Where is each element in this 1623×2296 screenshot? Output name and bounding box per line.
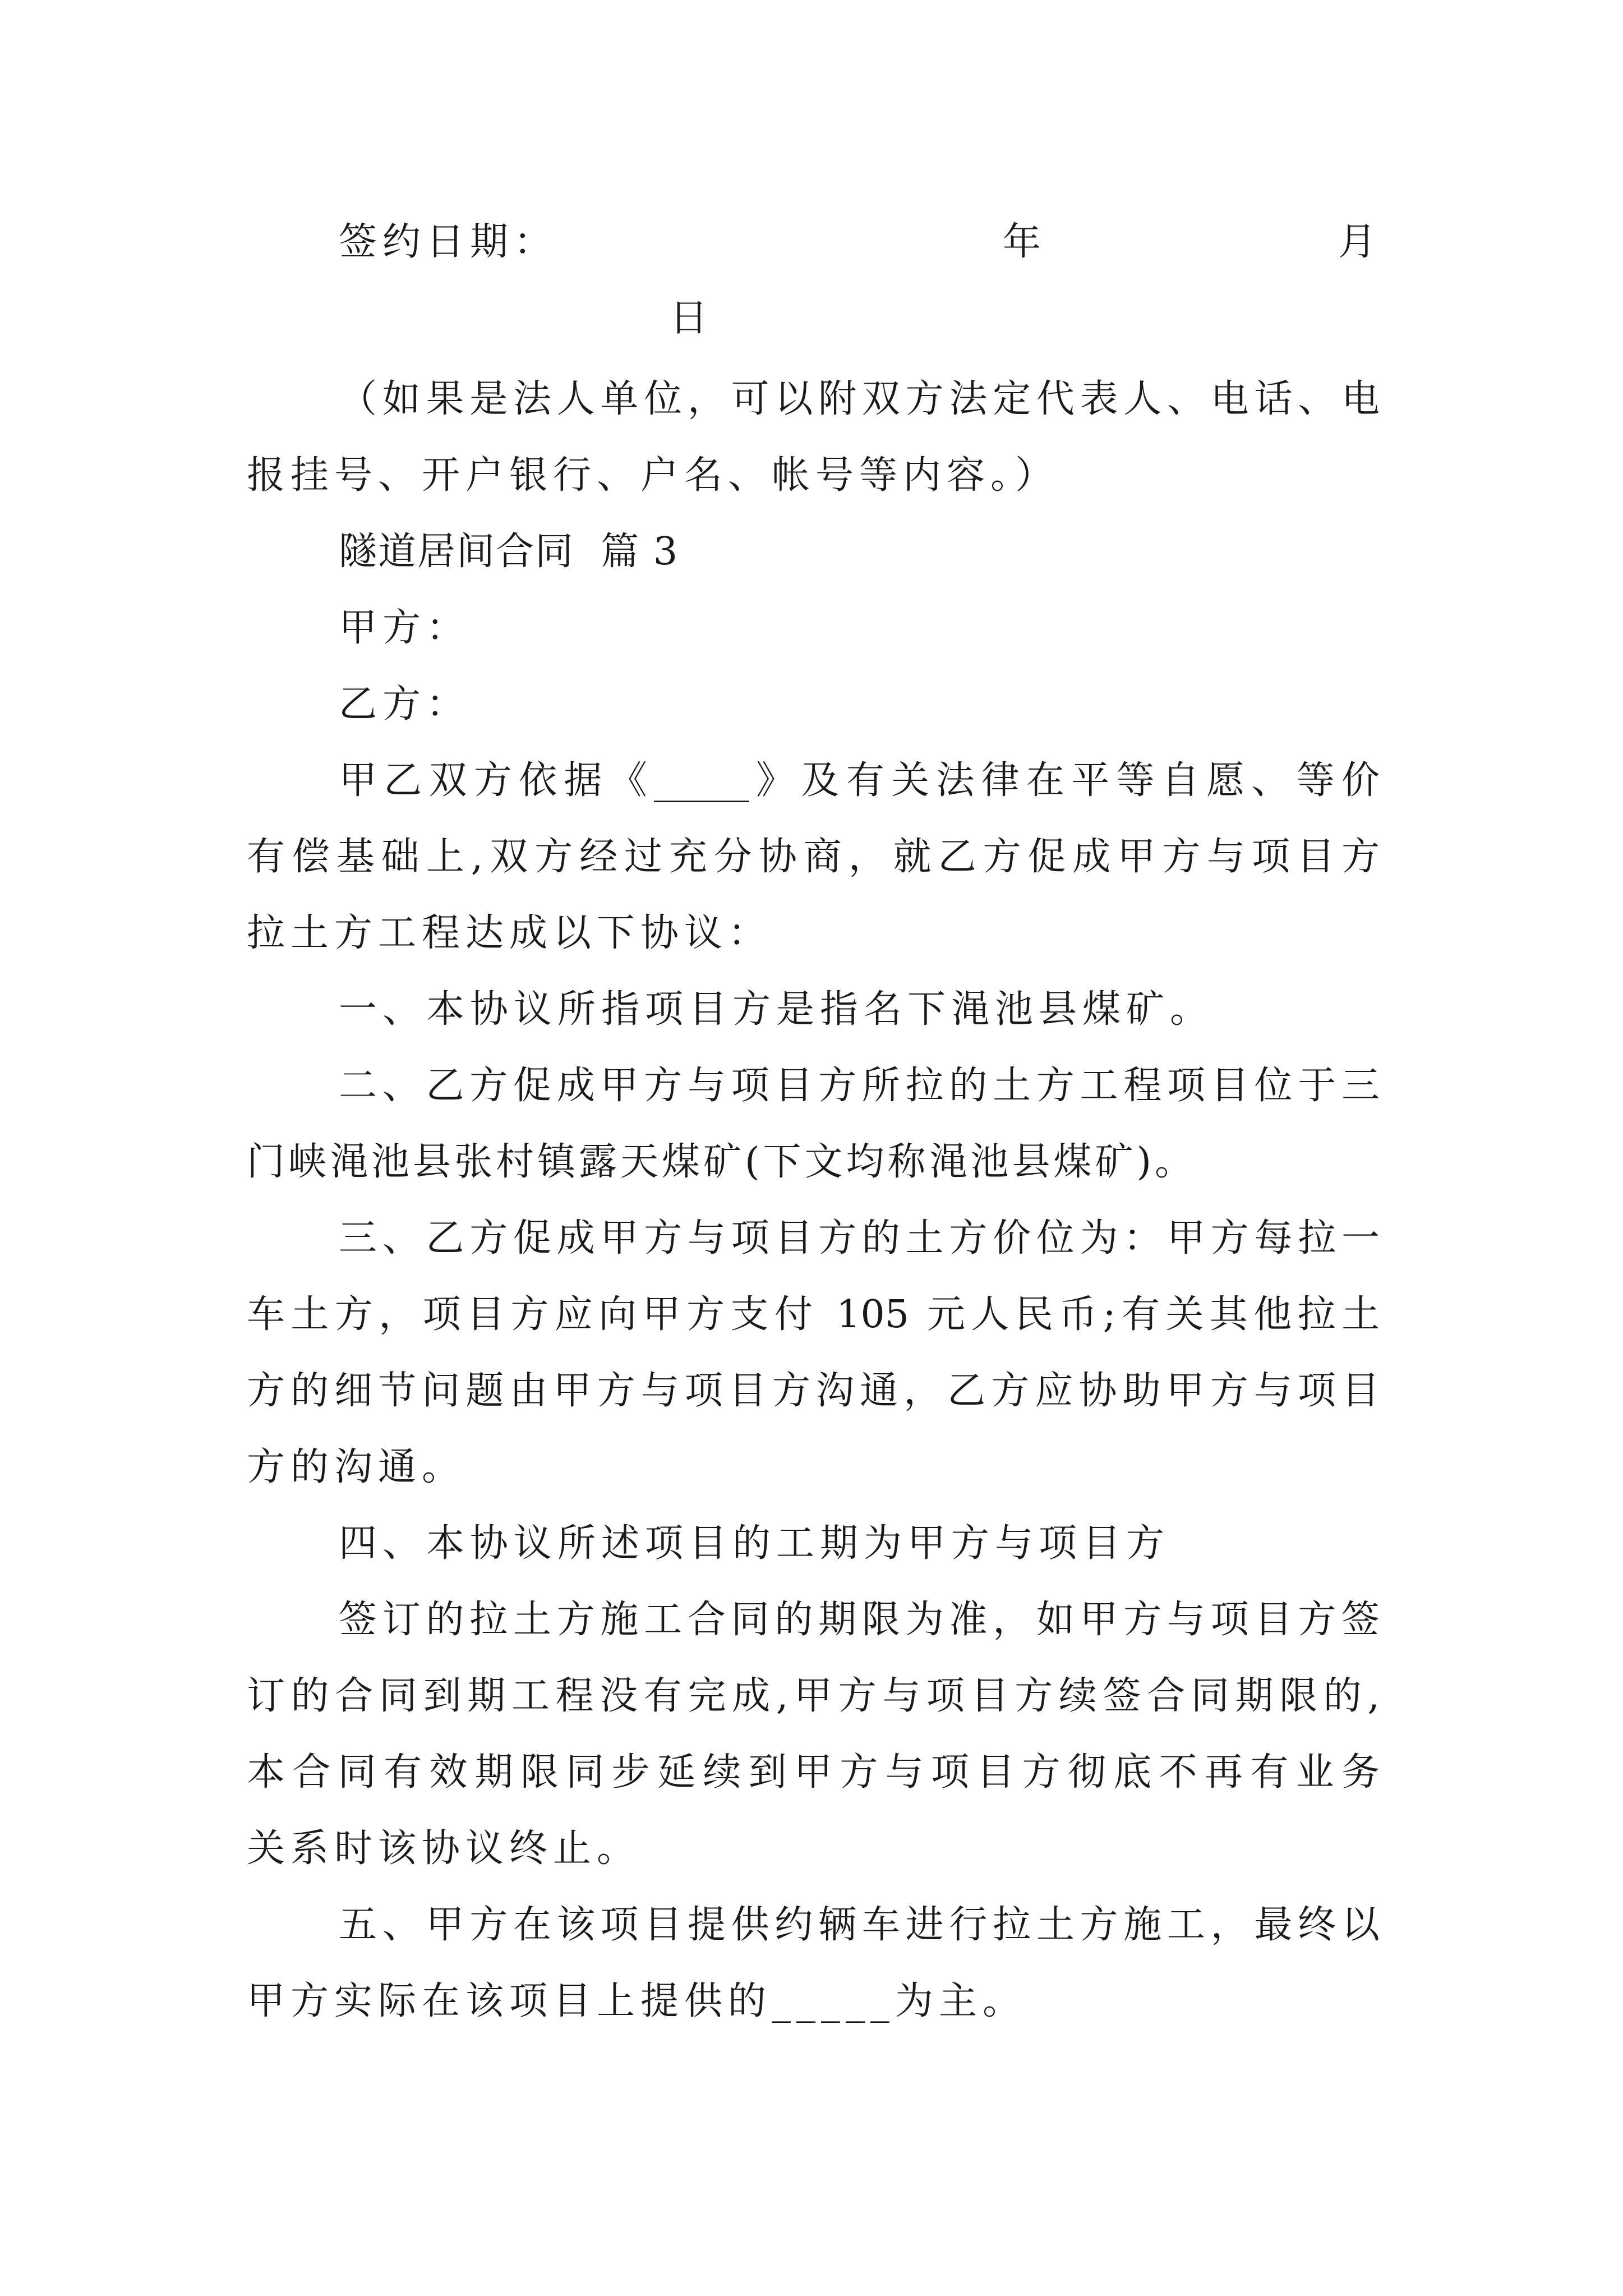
paragraph-4-line-4: 方的沟通。 <box>247 1445 466 1489</box>
signing-year-label: 年 <box>1003 220 1047 264</box>
paragraph-3-line-2: 门峡渑池县张村镇露天煤矿(下文均称渑池县煤矿)。 <box>247 1140 1197 1184</box>
paragraph-1-line-3: 拉土方工程达成以下协议： <box>247 911 772 955</box>
paragraph-6-line-1: 签订的拉土方施工合同的期限为准，如甲方与项目方签 <box>339 1598 1380 1642</box>
note-line-2: 报挂号、开户银行、户名、帐号等内容。） <box>247 453 1059 498</box>
paragraph-5-line-1: 四、本协议所述项目的工期为甲方与项目方 <box>339 1521 1170 1566</box>
paragraph-7-line-2: 甲方实际在该项目上提供的_____为主。 <box>247 1979 1027 2023</box>
signing-date-row <box>339 220 1380 265</box>
section-title: 隧道居间合同 篇 3 <box>339 530 679 574</box>
paragraph-6-line-3: 本合同有效期限同步延续到甲方与项目方彻底不再有业务 <box>247 1750 1380 1795</box>
paragraph-1-line-1: 甲乙双方依据《_____》及有关法律在平等自愿、等价 <box>339 758 1380 803</box>
party-a-label: 甲方： <box>339 606 471 650</box>
paragraph-6-line-4: 关系时该协议终止。 <box>247 1826 641 1871</box>
paragraph-4-line-2: 车土方，项目方应向甲方支付 105 元人民币;有关其他拉土 <box>247 1292 1380 1337</box>
paragraph-1-line-2: 有偿基础上,双方经过充分协商，就乙方促成甲方与项目方 <box>247 835 1380 879</box>
paragraph-7-line-1: 五、甲方在该项目提供约辆车进行拉土方施工，最终以 <box>339 1903 1380 1947</box>
signing-month-label: 月 <box>1338 220 1382 264</box>
note-line-1: （如果是法人单位，可以附双方法定代表人、电话、电 <box>339 377 1380 421</box>
signing-date-label: 签约日期： <box>339 220 558 264</box>
paragraph-6-line-2: 订的合同到期工程没有完成,甲方与项目方续签合同期限的, <box>247 1674 1380 1718</box>
signing-day-label: 日 <box>670 296 714 341</box>
paragraph-3-line-1: 二、乙方促成甲方与项目方所拉的土方工程项目位于三 <box>339 1064 1380 1108</box>
paragraph-2-line-1: 一、本协议所指项目方是指名下渑池县煤矿。 <box>339 987 1214 1032</box>
paragraph-4-line-3: 方的细节问题由甲方与项目方沟通，乙方应协助甲方与项目 <box>247 1369 1380 1413</box>
party-b-label: 乙方： <box>339 682 471 726</box>
paragraph-4-line-1: 三、乙方促成甲方与项目方的土方价位为：甲方每拉一 <box>339 1216 1380 1260</box>
